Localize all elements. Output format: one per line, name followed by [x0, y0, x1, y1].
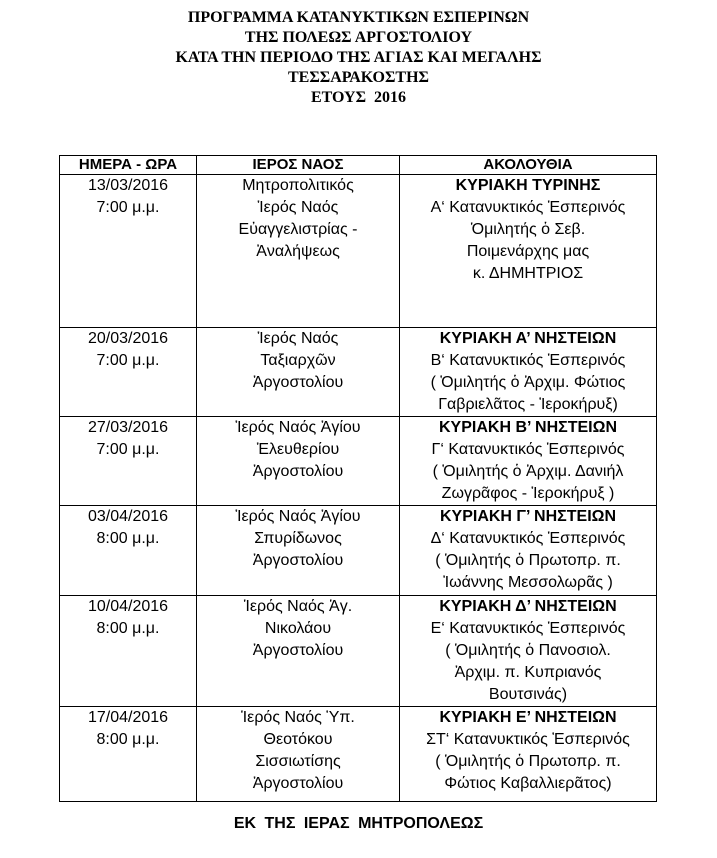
date: 17/04/2016 [87, 709, 169, 726]
document-title [0, 8, 717, 108]
church-cell [197, 506, 400, 596]
church-cell [197, 328, 400, 417]
table-row [60, 506, 657, 596]
service-cell [400, 596, 657, 707]
sunday-title: ΚΥΡΙΑΚΗ ΤΥΡΙΝΗΣ [455, 177, 601, 194]
church-line: Θεοτόκου [263, 731, 333, 748]
church-line: Ἱερός Ναός [257, 199, 339, 216]
church-line: Ἱερός Ναός Ἁγίου [235, 508, 361, 525]
service-line: ( Ὁμιλητής ὁ Πανοσιολ. [445, 642, 611, 659]
service-line: ( Ὁμιλητής ὁ Ἀρχιμ. Δανιήλ [432, 463, 624, 480]
service-line: Γαβριελᾶτος - Ἱεροκήρυξ) [438, 396, 618, 413]
table-row [60, 328, 657, 417]
service-line: Βουτσινάς) [488, 686, 568, 703]
service-line: Β‘ Κατανυκτικός Ἑσπερινός [430, 352, 626, 369]
service-line: κ. ΔΗΜΗΤΡΙΟΣ [472, 265, 584, 282]
service-line: Ἀρχιμ. π. Κυπριανός [454, 664, 602, 681]
service-line: ( Ὁμιλητής ὁ Ἀρχιμ. Φώτιος [430, 374, 626, 391]
service-cell [400, 417, 657, 506]
service-line: Ὁμιλητής ὁ Σεβ. [470, 221, 586, 238]
title-line-5: ΕΤΟΥΣ 2016 [310, 89, 407, 106]
service-line: Γ‘ Κατανυκτικός Ἑσπερινός [431, 441, 625, 458]
date-time-cell [60, 596, 197, 707]
church-line: Ἱερός Ναός Ἁγ. [243, 598, 353, 615]
service-line: ( Ὁμιλητής ὁ Πρωτοπρ. π. [435, 753, 621, 770]
service-line: Ε‘ Κατανυκτικός Ἑσπερινός [430, 620, 626, 637]
church-line: Ἱερός Ναός [257, 330, 339, 347]
church-line: Σισσιωτίσης [255, 753, 341, 770]
church-line: Εὐαγγελιστρίας - [238, 221, 358, 238]
service-line: Φώτιος Καβαλλιερᾶτος) [444, 775, 612, 792]
service-line: Ἰωάννης Μεσσολωρᾶς ) [443, 574, 613, 591]
title-line-2: ΤΗΣ ΠΟΛΕΩΣ ΑΡΓΟΣΤΟΛΙΟΥ [244, 29, 473, 46]
title-line-4: ΤΕΣΣΑΡΑΚΟΣΤΗΣ [287, 69, 430, 86]
date-time-cell [60, 417, 197, 506]
church-line: Ἀργοστολίου [252, 552, 344, 569]
date: 27/03/2016 [87, 419, 169, 436]
header-service: ΑΚΟΛΟΥΘΙΑ [400, 156, 657, 175]
church-line: Σπυρίδωνος [254, 530, 342, 547]
date-time-cell [60, 707, 197, 802]
time: 8:00 μ.μ. [96, 731, 160, 748]
church-cell [197, 417, 400, 506]
church-line: Ἀργοστολίου [252, 374, 344, 391]
date-time-cell [60, 175, 197, 328]
header-date-time: ΗΜΕΡΑ - ΩΡΑ [60, 156, 197, 175]
date-time-cell [60, 328, 197, 417]
church-line: Νικολάου [264, 620, 332, 637]
church-line: Ἀναλήψεως [256, 243, 340, 260]
service-line: ( Ὁμιλητής ὁ Πρωτοπρ. π. [435, 552, 621, 569]
service-cell [400, 175, 657, 328]
footer-signature: ΕΚ ΤΗΣ ΙΕΡΑΣ ΜΗΤΡΟΠΟΛΕΩΣ [233, 815, 484, 832]
church-line: Μητροπολιτικός [242, 177, 354, 194]
church-line: Ἀργοστολίου [252, 642, 344, 659]
service-cell [400, 506, 657, 596]
date: 10/04/2016 [87, 598, 169, 615]
church-line: Ἱερός Ναός Ἁγίου [235, 419, 361, 436]
time: 8:00 μ.μ. [96, 530, 160, 547]
date: 03/04/2016 [87, 508, 169, 525]
date: 20/03/2016 [87, 330, 169, 347]
service-line: Α‘ Κατανυκτικός Ἑσπερινός [430, 199, 626, 216]
sunday-title: ΚΥΡΙΑΚΗ Β’ ΝΗΣΤΕΙΩΝ [439, 419, 617, 436]
church-line: Ἱερός Ναός Ὑπ. [241, 709, 355, 726]
time: 7:00 μ.μ. [96, 441, 160, 458]
header-church: ΙΕΡΟΣ ΝΑΟΣ [197, 156, 400, 175]
sunday-title: ΚΥΡΙΑΚΗ Δ’ ΝΗΣΤΕΙΩΝ [439, 598, 617, 615]
schedule-table [59, 155, 657, 802]
time: 7:00 μ.μ. [96, 199, 160, 216]
church-cell [197, 707, 400, 802]
service-line: ΣΤ‘ Κατανυκτικός Ἑσπερινός [426, 731, 630, 748]
table-row [60, 175, 657, 328]
sunday-title: ΚΥΡΙΑΚΗ Γ’ ΝΗΣΤΕΙΩΝ [439, 508, 617, 525]
sunday-title: ΚΥΡΙΑΚΗ Α’ ΝΗΣΤΕΙΩΝ [439, 330, 617, 347]
church-line: Ἐλευθερίου [256, 441, 340, 458]
service-line: Ζωγρᾶφος - Ἱεροκήρυξ ) [441, 485, 615, 502]
table-header-row [60, 156, 657, 175]
time: 7:00 μ.μ. [96, 352, 160, 369]
date-time-cell [60, 506, 197, 596]
church-cell [197, 596, 400, 707]
church-line: Ταξιαρχῶν [260, 352, 336, 369]
church-line: Ἀργοστολίου [252, 775, 344, 792]
table-row [60, 596, 657, 707]
date: 13/03/2016 [87, 177, 169, 194]
table-row [60, 707, 657, 802]
title-line-3: ΚΑΤΑ ΤΗΝ ΠΕΡΙΟΔΟ ΤΗΣ ΑΓΙΑΣ ΚΑΙ ΜΕΓΑΛΗΣ [175, 49, 542, 66]
church-line: Ἀργοστολίου [252, 463, 344, 480]
service-cell [400, 707, 657, 802]
service-line: Ποιμενάρχης μας [466, 243, 590, 260]
table-row [60, 417, 657, 506]
title-line-1: ΠΡΟΓΡΑΜΜΑ ΚΑΤΑΝΥΚΤΙΚΩΝ ΕΣΠΕΡΙΝΩΝ [187, 9, 530, 26]
time: 8:00 μ.μ. [96, 620, 160, 637]
service-cell [400, 328, 657, 417]
church-cell [197, 175, 400, 328]
sunday-title: ΚΥΡΙΑΚΗ Ε’ ΝΗΣΤΕΙΩΝ [439, 709, 617, 726]
service-line: Δ‘ Κατανυκτικός Ἑσπερινός [430, 530, 626, 547]
